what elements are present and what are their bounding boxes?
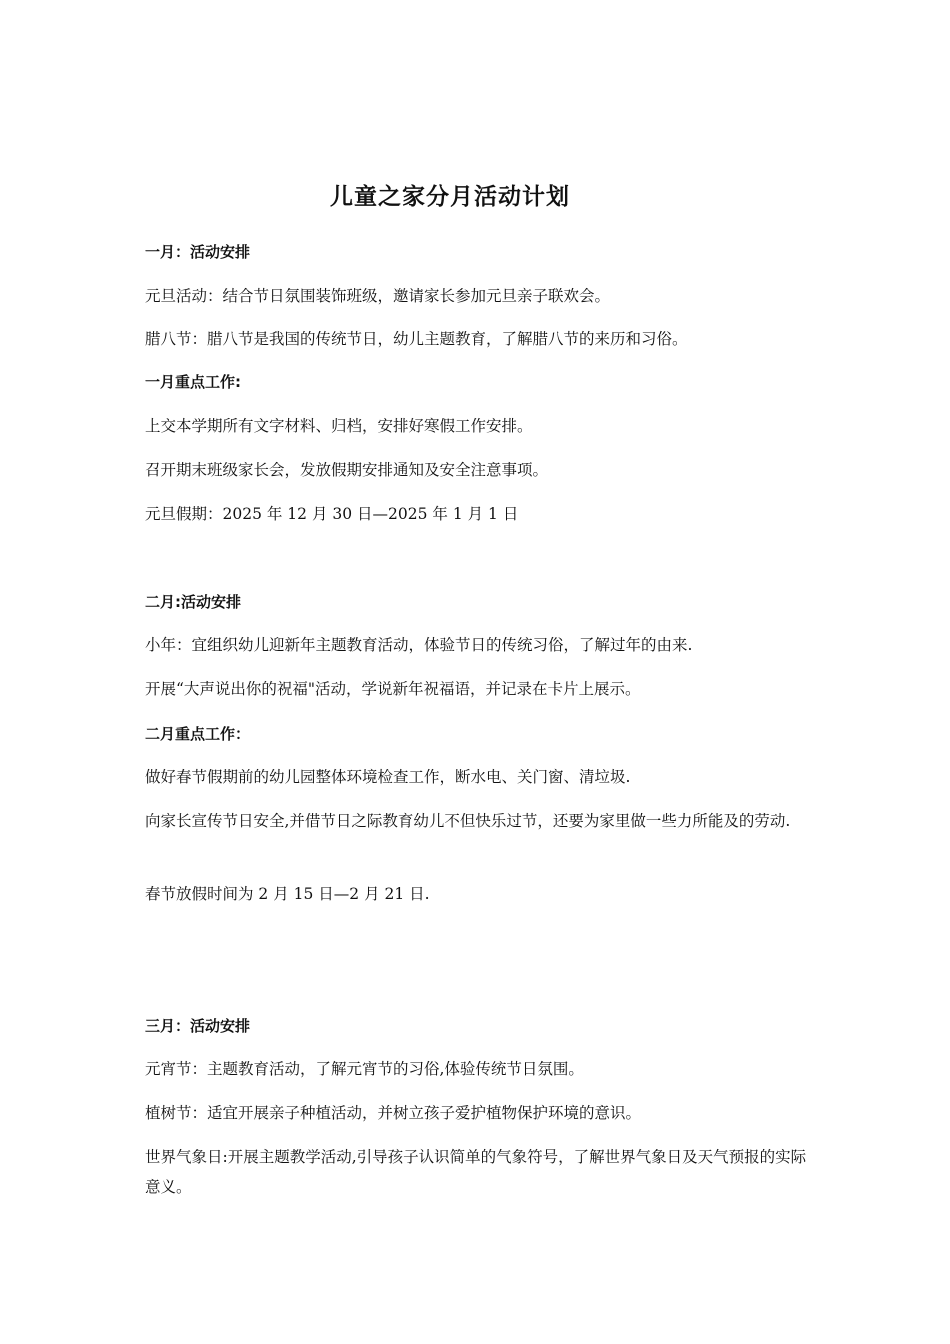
february-key-work-item: 做好春节假期前的幼儿园整体环境检查工作，断水电、关门窗、清垃圾. (145, 768, 631, 786)
march-activities-heading: 三月：活动安排 (145, 1017, 251, 1035)
february-key-work-holiday: 春节放假时间为 2 月 15 日—2 月 21 日. (145, 885, 430, 903)
february-key-work-item: 向家长宣传节日安全,并借节日之际教育幼儿不但快乐过节，还要为家里做一些力所能及的劳动. (145, 812, 791, 830)
january-key-work-item: 上交本学期所有文字材料、归档，安排好寒假工作安排。 (145, 417, 533, 435)
january-key-work-item: 召开期末班级家长会，发放假期安排通知及安全注意事项。 (145, 461, 549, 479)
february-activity-blessing: 开展“大声说出你的祝福"活动，学说新年祝福语，并记录在卡片上展示。 (145, 680, 641, 698)
january-activities-heading: 一月：活动安排 (145, 243, 251, 261)
january-activity-laba: 腊八节：腊八节是我国的传统节日，幼儿主题教育，了解腊八节的来历和习俗。 (145, 330, 688, 348)
document-title: 儿童之家分月活动计划 (330, 184, 570, 210)
january-activity-new-year: 元旦活动：结合节日氛围装饰班级，邀请家长参加元旦亲子联欢会。 (145, 287, 611, 305)
march-activity-lantern: 元宵节：主题教育活动，了解元宵节的习俗,体验传统节日氛围。 (145, 1060, 584, 1078)
february-activities-heading: 二月:活动安排 (145, 593, 241, 611)
march-activity-arbor-day: 植树节：适宜开展亲子种植活动，并树立孩子爱护植物保护环境的意识。 (145, 1104, 642, 1122)
january-key-work-heading: 一月重点工作: (145, 373, 241, 391)
february-key-work-heading: 二月重点工作： (145, 725, 251, 743)
march-activity-meteorological-day: 世界气象日:开展主题教学活动,引导孩子认识简单的气象符号，了解世界气象日及天气预报的实际意义。 (145, 1148, 807, 1196)
february-activity-little-new-year: 小年：宜组织幼儿迎新年主题教育活动，体验节日的传统习俗，了解过年的由来. (145, 636, 693, 654)
january-key-work-holiday: 元旦假期：2025 年 12 月 30 日—2025 年 1 月 1 日 (145, 505, 519, 523)
